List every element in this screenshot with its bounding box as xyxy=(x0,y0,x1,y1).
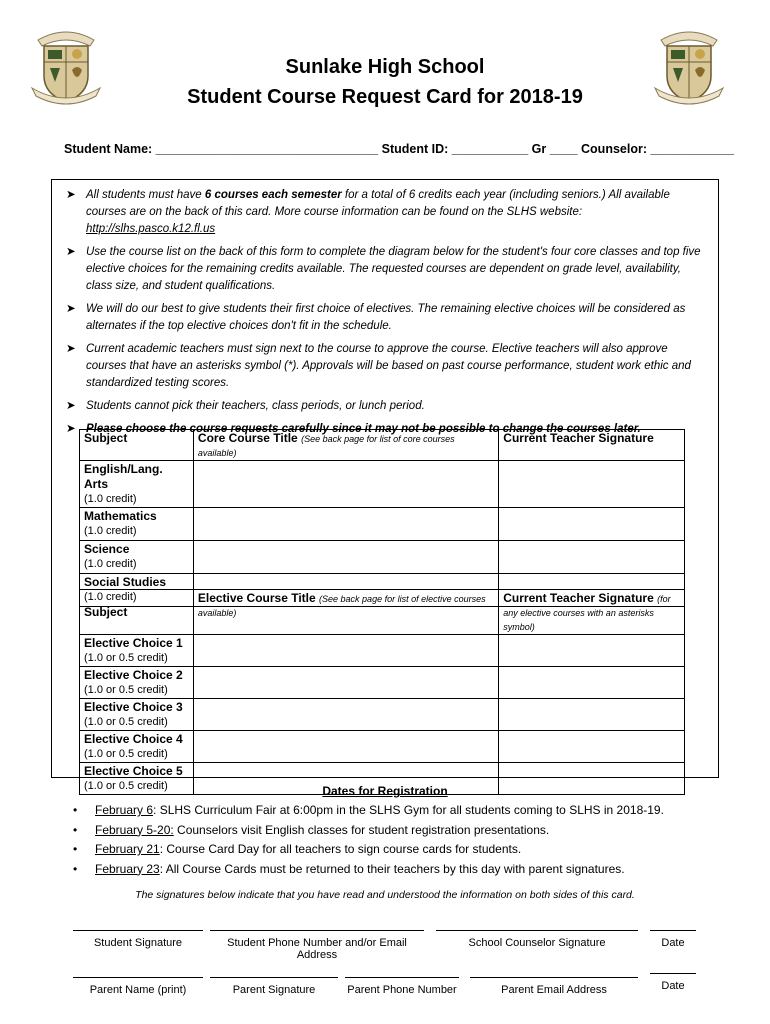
core-course-table xyxy=(79,429,685,607)
elective-course-title-field[interactable] xyxy=(193,731,498,763)
elective-course-table xyxy=(79,589,685,795)
elective-course-title-field[interactable] xyxy=(193,667,498,699)
arrow-bullet-icon: ➤ xyxy=(66,189,76,201)
teacher-signature-field[interactable] xyxy=(499,541,685,574)
bullet-dot-icon: • xyxy=(73,842,78,856)
bullet-dot-icon: • xyxy=(73,803,78,817)
list-item: • February 5-20: Counselors visit English classes for student registration presentations. xyxy=(73,821,664,841)
table-row xyxy=(80,508,685,541)
parent-signature-field[interactable]: Parent Signature xyxy=(210,977,338,996)
subject-cell: Social Studies (1.0 credit) xyxy=(80,574,194,607)
core-course-title-field[interactable] xyxy=(193,541,498,574)
student-contact-field[interactable]: Student Phone Number and/or Email Address xyxy=(210,930,424,961)
parent-phone-field[interactable]: Parent Phone Number xyxy=(345,977,459,996)
parent-name-field[interactable]: Parent Name (print) xyxy=(73,977,203,996)
bullet-dot-icon: • xyxy=(73,822,78,837)
parent-email-field[interactable]: Parent Email Address xyxy=(470,977,638,996)
table-row xyxy=(80,667,685,699)
subject-cell: Elective Choice 1 (1.0 or 0.5 credit) xyxy=(80,635,194,667)
subject-cell: Science (1.0 credit) xyxy=(80,541,194,574)
student-id-line[interactable]: Student Name: ________________________________ Student ID: ___________ Gr ____ Counselor: ____________ xyxy=(64,142,734,156)
elective-course-title-field[interactable] xyxy=(193,699,498,731)
date-field[interactable]: Date xyxy=(650,930,696,949)
table-row xyxy=(80,541,685,574)
core-course-title-field[interactable] xyxy=(193,461,498,508)
core-title-header: Core Course Title (See back page for list of core courses available) xyxy=(193,430,498,461)
elective-signature-header: Current Teacher Signature (for any elective courses with an asterisks symbol) xyxy=(499,590,685,635)
instruction-item: ➤ Students cannot pick their teachers, class periods, or lunch period. xyxy=(66,398,708,415)
dates-heading: Dates for Registration xyxy=(322,784,448,798)
school-name: Sunlake High School xyxy=(285,56,485,78)
list-item: • February 6: SLHS Curriculum Fair at 6:00pm in the SLHS Gym for all students coming to SLHS in 2018-19. xyxy=(73,801,664,821)
table-row xyxy=(80,699,685,731)
list-item: • February 21: Course Card Day for all teachers to sign course cards for students. xyxy=(73,840,664,860)
core-course-title-field[interactable] xyxy=(193,508,498,541)
signature-note: The signatures below indicate that you have read and understood the information on both sides of this card. xyxy=(135,889,635,901)
arrow-bullet-icon: ➤ xyxy=(66,400,76,412)
table-row xyxy=(80,635,685,667)
teacher-signature-field[interactable] xyxy=(499,731,685,763)
elective-course-title-field[interactable] xyxy=(193,635,498,667)
core-signature-header: Current Teacher Signature xyxy=(499,430,685,461)
subject-cell: Mathematics (1.0 credit) xyxy=(80,508,194,541)
arrow-bullet-icon: ➤ xyxy=(66,303,76,315)
subject-cell: English/Lang. Arts (1.0 credit) xyxy=(80,461,194,508)
arrow-bullet-icon: ➤ xyxy=(66,343,76,355)
instruction-list xyxy=(66,187,708,444)
list-item: • February 23: All Course Cards must be returned to their teachers by this day with parent signatures. xyxy=(73,860,664,880)
table-row xyxy=(80,461,685,508)
subject-cell: Elective Choice 2 (1.0 or 0.5 credit) xyxy=(80,667,194,699)
teacher-signature-field[interactable] xyxy=(499,635,685,667)
subject-cell: Elective Choice 3 (1.0 or 0.5 credit) xyxy=(80,699,194,731)
instruction-item: ➤ Current academic teachers must sign next to the course to approve the course. Elective teachers will also approve courses that have an asterisks symbol (*). Approvals will be based on past course performance, student work ethic and standardized testing scores. xyxy=(66,343,691,389)
instruction-item: ➤ Use the course list on the back of this form to complete the diagram below for the student's four core classes and top five elective choices for the remaining credits available. The requested courses are dependent on grade level, availability, class size, and student qualifications. xyxy=(66,246,701,292)
registration-dates-list xyxy=(73,801,664,879)
counselor-signature-field[interactable]: School Counselor Signature xyxy=(436,930,638,949)
instruction-item: ➤ Please choose the course requests carefully since it may not be possible to change the courses later. xyxy=(66,421,708,438)
date-field[interactable]: Date xyxy=(650,973,696,992)
subject-cell: Elective Choice 5 (1.0 or 0.5 credit) xyxy=(80,763,194,795)
student-signature-field[interactable]: Student Signature xyxy=(73,930,203,949)
slhs-website-link[interactable]: http://slhs.pasco.k12.fl.us xyxy=(86,223,216,235)
teacher-signature-field[interactable] xyxy=(499,699,685,731)
teacher-signature-field[interactable] xyxy=(499,461,685,508)
instruction-item: ➤ We will do our best to give students their first choice of electives. The remaining elective choices will be considered as alternates if the top elective choices don't fit in the schedule. xyxy=(66,303,686,332)
elective-subject-header: Subject xyxy=(80,590,194,635)
arrow-bullet-icon: ➤ xyxy=(66,246,76,258)
core-subject-header: Subject xyxy=(80,430,194,461)
arrow-bullet-icon: ➤ xyxy=(66,423,76,435)
instruction-item: ➤ All students must have 6 courses each semester for a total of 6 credits each year (including seniors.) All available courses are on the back of this card. More course information can be found on the SLHS website: http://slhs.pasco.k12.fl.us xyxy=(66,189,670,235)
table-header-row xyxy=(80,590,685,635)
table-header-row xyxy=(80,430,685,461)
table-row xyxy=(80,731,685,763)
elective-title-header: Elective Course Title (See back page for list of elective courses available) xyxy=(193,590,498,635)
teacher-signature-field[interactable] xyxy=(499,667,685,699)
bullet-dot-icon: • xyxy=(73,861,78,876)
page-title: Student Course Request Card for 2018-19 xyxy=(187,86,583,108)
subject-cell: Elective Choice 4 (1.0 or 0.5 credit) xyxy=(80,731,194,763)
teacher-signature-field[interactable] xyxy=(499,508,685,541)
